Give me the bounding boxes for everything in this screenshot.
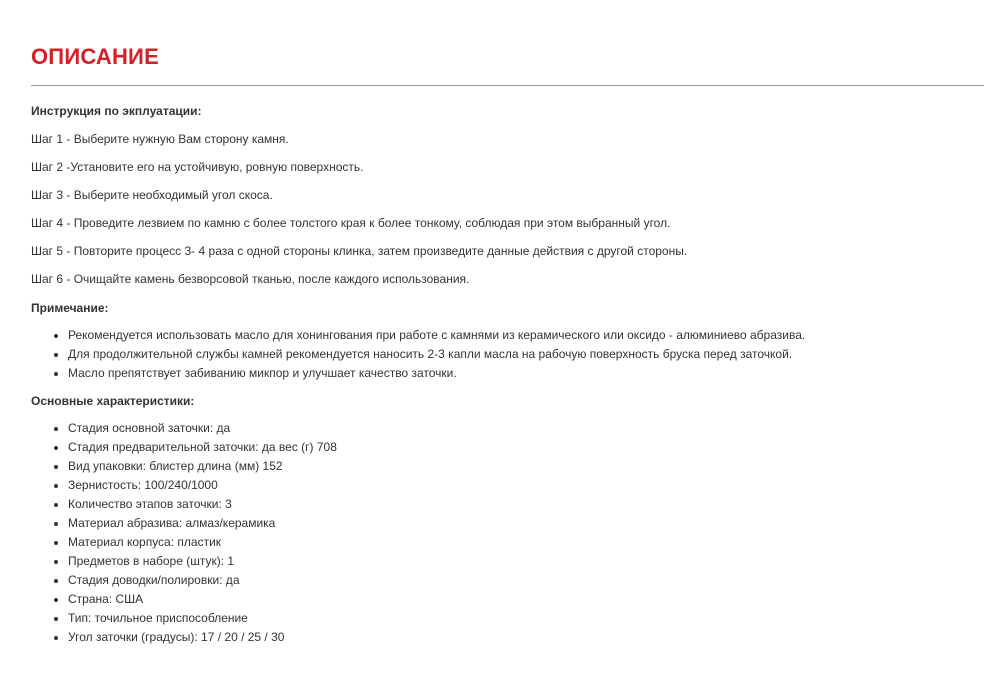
specs-list (31, 419, 984, 647)
description-content (31, 102, 984, 647)
list-item: Рекомендуется использовать масло для хонингования при работе с камнями из керамического или оксидо - алюминиево абразива. (53, 326, 984, 345)
instruction-step: Шаг 4 - Проведите лезвием по камню с более толстого края к более тонкому, соблюдая при этом выбранный угол. (31, 216, 671, 230)
instruction-step: Шаг 3 - Выберите необходимый угол скоса. (31, 188, 273, 202)
list-item: Угол заточки (градусы): 17 / 20 / 25 / 30 (53, 628, 984, 647)
note-list (31, 326, 984, 383)
list-item: Страна: США (53, 590, 984, 609)
note-heading: Примечание: (31, 301, 109, 315)
list-item: Материал корпуса: пластик (53, 533, 984, 552)
instruction-step: Шаг 6 - Очищайте камень безворсовой тканью, после каждого использования. (31, 272, 470, 286)
title-divider (31, 85, 984, 86)
section-title: ОПИСАНИЕ (31, 44, 159, 69)
list-item: Зернистость: 100/240/1000 (53, 476, 984, 495)
list-item: Количество этапов заточки: 3 (53, 495, 984, 514)
specs-heading: Основные характеристики: (31, 394, 195, 408)
instruction-step: Шаг 2 -Установите его на устойчивую, ровную поверхность. (31, 160, 364, 174)
description-section (31, 0, 984, 647)
list-item: Стадия основной заточки: да (53, 419, 984, 438)
list-item: Стадия доводки/полировки: да (53, 571, 984, 590)
instructions-heading: Инструкция по экплуатации: (31, 104, 202, 118)
instruction-step: Шаг 5 - Повторите процесс 3- 4 раза с одной стороны клинка, затем произведите данные действия с другой стороны. (31, 244, 688, 258)
list-item: Вид упаковки: блистер длина (мм) 152 (53, 457, 984, 476)
list-item: Для продолжительной службы камней рекомендуется наносить 2-3 капли масла на рабочую поверхность бруска перед заточкой. (53, 345, 984, 364)
list-item: Тип: точильное приспособление (53, 609, 984, 628)
list-item: Масло препятствует забиванию микпор и улучшает качество заточки. (53, 364, 984, 383)
list-item: Предметов в наборе (штук): 1 (53, 552, 984, 571)
list-item: Материал абразива: алмаз/керамика (53, 514, 984, 533)
list-item: Стадия предварительной заточки: да вес (г) 708 (53, 438, 984, 457)
instruction-step: Шаг 1 - Выберите нужную Вам сторону камня. (31, 132, 289, 146)
